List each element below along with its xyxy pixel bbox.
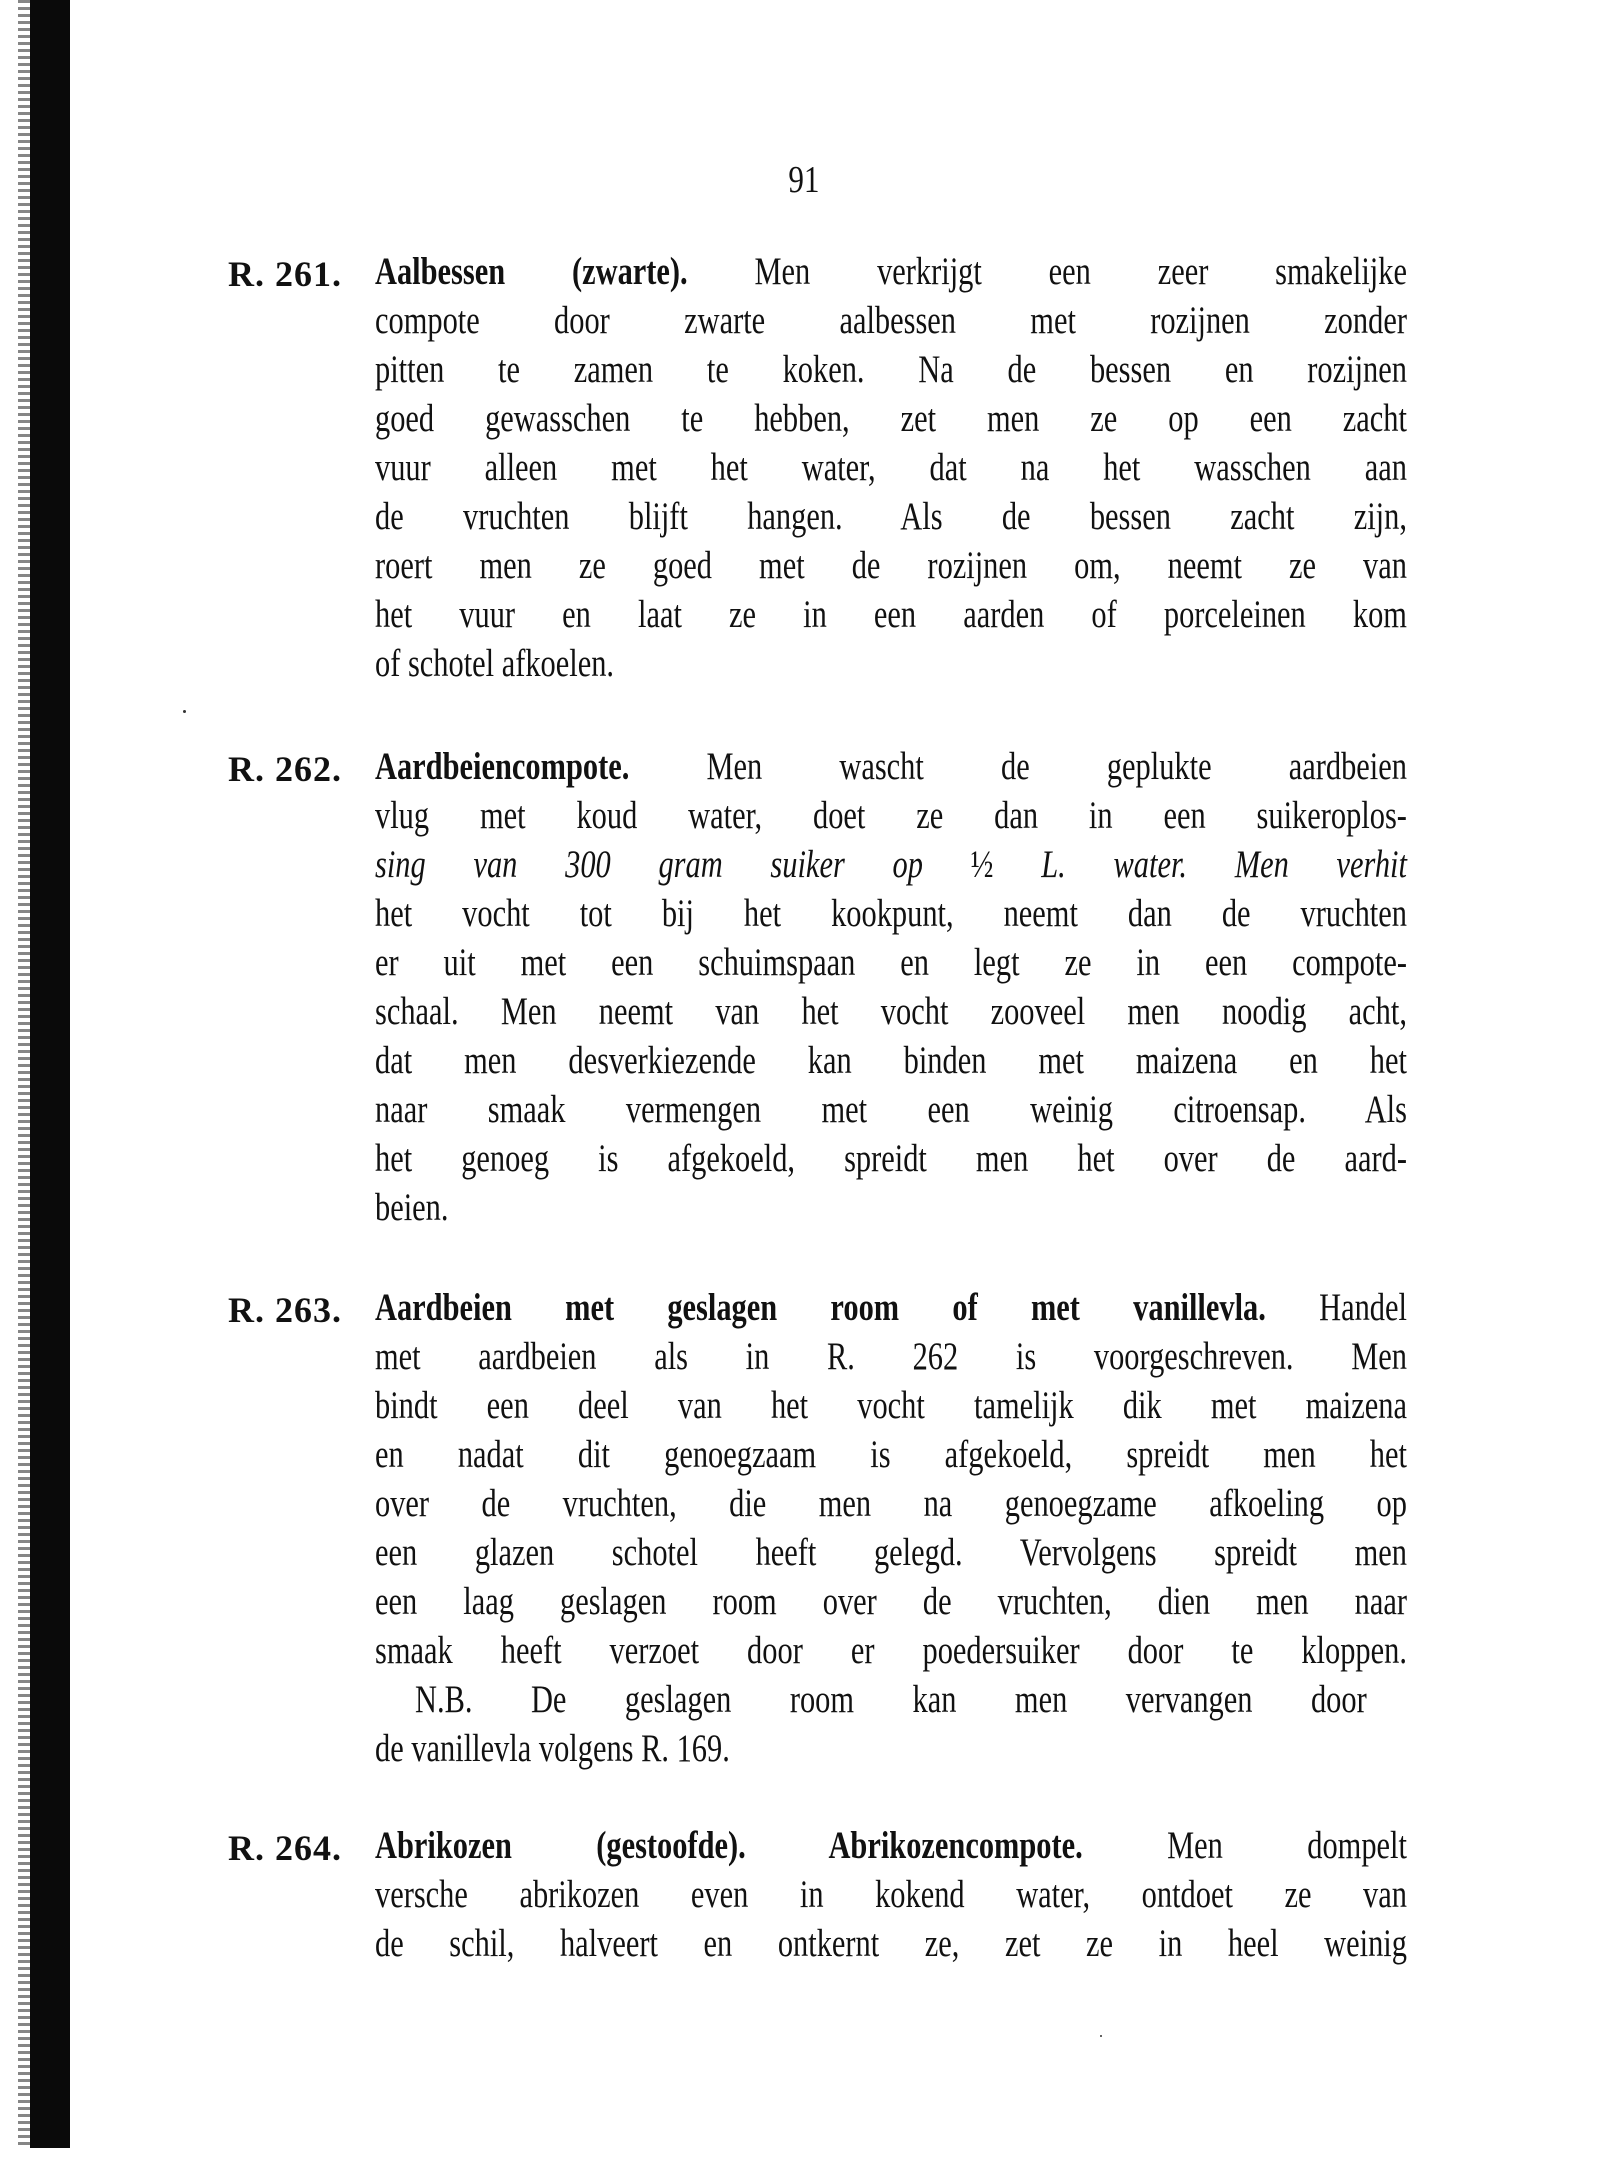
fraction: ½ xyxy=(970,843,994,886)
text-line: goed gewasschen te hebben, zet men ze op een zacht xyxy=(375,397,1407,440)
book-binding-gutter xyxy=(30,0,70,2148)
text-line: het vuur en laat ze in een aarden of porceleinen kom xyxy=(375,593,1407,636)
recipe-title: Aalbessen (zwarte). xyxy=(375,250,688,293)
text-line: Aardbeiencompote. Men wascht de geplukte aardbeien xyxy=(375,745,1407,788)
recipe-title: Abrikozen (gestoofde). Abrikozencompote. xyxy=(375,1824,1083,1867)
text-line: Aardbeien met geslagen room of met vanillevla. Handel xyxy=(375,1286,1407,1329)
text-line: Aalbessen (zwarte). Men verkrijgt een zeer smakelijke xyxy=(375,250,1407,293)
text-line: de schil, halveert en ontkernt ze, zet ze in heel weinig xyxy=(375,1922,1407,1965)
paper-speck xyxy=(183,710,186,713)
recipe-body xyxy=(375,247,1407,688)
text-line: het genoeg is afgekoeld, spreidt men het over de aard- xyxy=(375,1137,1407,1180)
nota-bene-line: N.B. De geslagen room kan men vervangen door xyxy=(415,1678,1367,1721)
text-line: compote door zwarte aalbessen met rozijnen zonder xyxy=(375,299,1407,342)
text-line: de vruchten blijft hangen. Als de bessen zacht zijn, xyxy=(375,495,1407,538)
text-line: sing van 300 gram suiker op ½ L. water. Men verhit xyxy=(375,843,1407,886)
text-line: schaal. Men neemt van het vocht zooveel men noodig acht, xyxy=(375,990,1407,1033)
text-line: een glazen schotel heeft gelegd. Vervolgens spreidt men xyxy=(375,1531,1407,1574)
text-line: er uit met een schuimspaan en legt ze in een compote- xyxy=(375,941,1407,984)
recipe-body xyxy=(375,1283,1407,1773)
text-line: smaak heeft verzoet door er poedersuiker door te kloppen. xyxy=(375,1629,1407,1672)
recipe-number: R. 264. xyxy=(228,1828,342,1868)
text-line: Abrikozen (gestoofde). Abrikozencompote. Men dompelt xyxy=(375,1824,1407,1867)
text-line: en nadat dit genoegzaam is afgekoeld, spreidt men het xyxy=(375,1433,1407,1476)
text-line: versche abrikozen even in kokend water, ontdoet ze van xyxy=(375,1873,1407,1916)
text-line: pitten te zamen te koken. Na de bessen en rozijnen xyxy=(375,348,1407,391)
recipe-number: R. 262. xyxy=(228,749,342,789)
page-number: 91 xyxy=(788,159,820,201)
recipe-body xyxy=(375,742,1407,1232)
text-line: beien. xyxy=(375,1186,449,1229)
text-line: over de vruchten, die men na genoegzame afkoeling op xyxy=(375,1482,1407,1525)
text-line: roert men ze goed met de rozijnen om, neemt ze van xyxy=(375,544,1407,587)
text-line: vlug met koud water, doet ze dan in een suikeroplos- xyxy=(375,794,1407,837)
recipe-title: Aardbeien met geslagen room of met vanillevla. xyxy=(375,1286,1266,1329)
text-line: met aardbeien als in R. 262 is voorgeschreven. Men xyxy=(375,1335,1407,1378)
text-line: bindt een deel van het vocht tamelijk dik met maizena xyxy=(375,1384,1407,1427)
text-line: het vocht tot bij het kookpunt, neemt dan de vruchten xyxy=(375,892,1407,935)
text-line: een laag geslagen room over de vruchten, dien men naar xyxy=(375,1580,1407,1623)
recipe-body xyxy=(375,1821,1407,1968)
text-line: of schotel afkoelen. xyxy=(375,642,615,685)
recipe-title: Aardbeiencompote. xyxy=(375,745,630,788)
paper-speck xyxy=(1100,2035,1102,2037)
text-line: naar smaak vermengen met een weinig citroensap. Als xyxy=(375,1088,1407,1131)
text-line: dat men desverkiezende kan binden met maizena en het xyxy=(375,1039,1407,1082)
text-line: de vanillevla volgens R. 169. xyxy=(375,1727,730,1770)
recipe-number: R. 263. xyxy=(228,1290,342,1330)
text-line: vuur alleen met het water, dat na het wasschen aan xyxy=(375,446,1407,489)
recipe-number: R. 261. xyxy=(228,254,342,294)
